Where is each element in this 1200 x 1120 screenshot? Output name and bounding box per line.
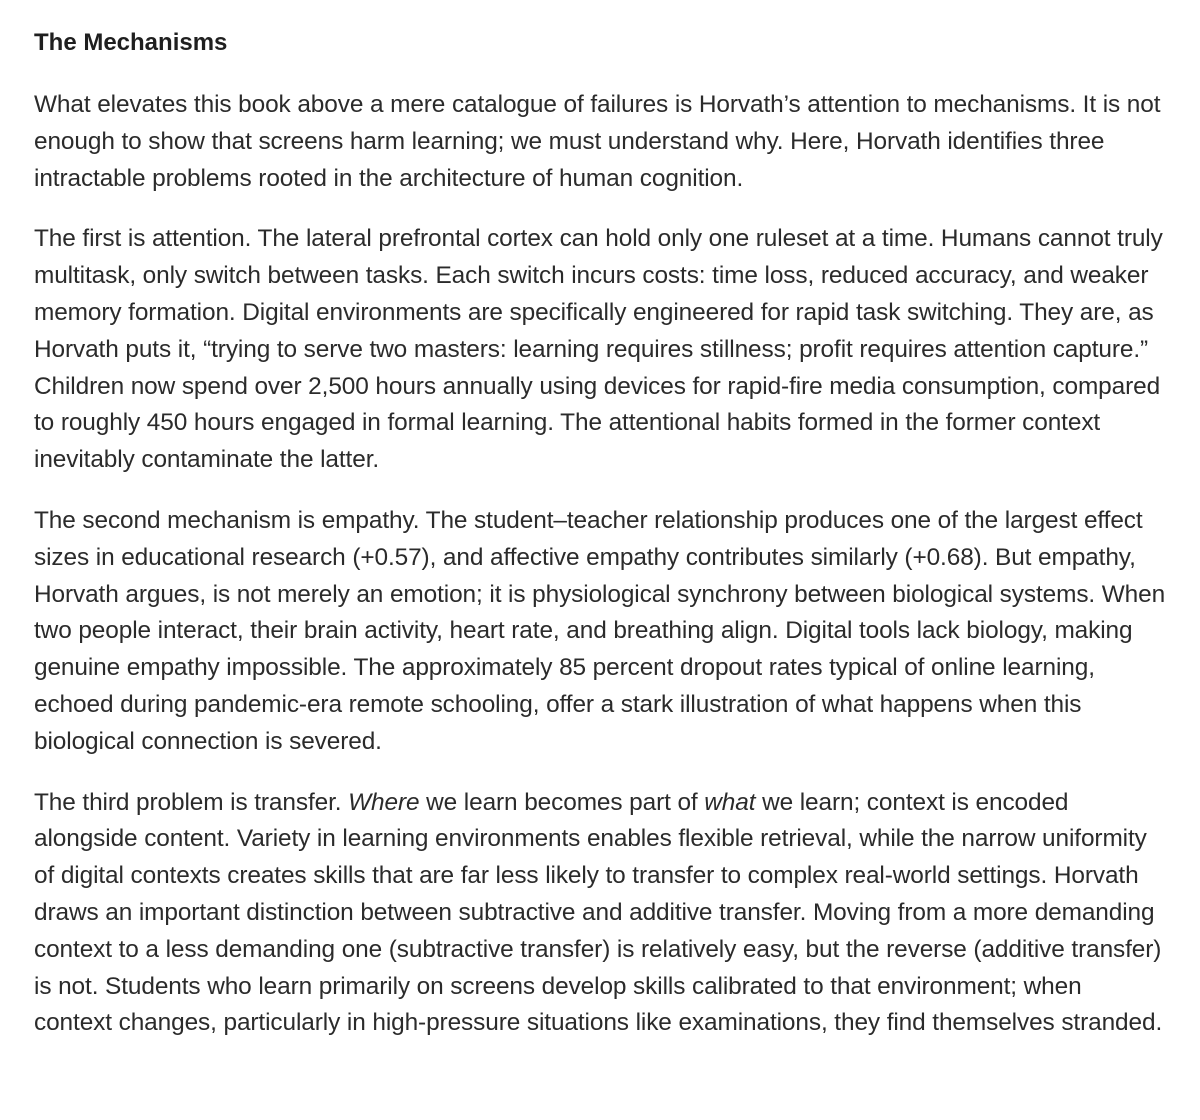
transfer-emphasis-where: Where: [348, 788, 420, 816]
paragraph-intro: What elevates this book above a mere catalogue of failures is Horvath’s attention to mechanisms. It is not enough to show that screens harm learning; we must understand why. Here, Horvath identifies three intractable problems rooted in the architecture of human cognition.: [34, 91, 1161, 192]
article-section: [34, 26, 1166, 1066]
transfer-emphasis-what: what: [704, 788, 756, 816]
transfer-text-part1: The third problem is transfer.: [34, 788, 349, 816]
paragraph-transfer: [34, 785, 1166, 1043]
section-heading: The Mechanisms: [34, 29, 228, 56]
transfer-text-part3: we learn; context is encoded alongside content. Variety in learning environments enables flexible retrieval, while the narrow uniformity of digital contexts creates skills that are far less likely to transfer to complex real-world settings. Horvath draws an important distinction between subtractive and additive transfer. Moving from a more demanding context to a less demanding one (subtractive transfer) is relatively easy, but the reverse (additive transfer) is not. Students who learn primarily on screens develop skills calibrated to that environment; when context changes, particularly in high-pressure situations like examinations, they find themselves stranded.: [34, 788, 1163, 1037]
transfer-text-part2: we learn becomes part of: [419, 788, 705, 816]
paragraph-attention: The first is attention. The lateral prefrontal cortex can hold only one ruleset at a time. Humans cannot truly multitask, only switch between tasks. Each switch incurs costs: time loss, reduced accuracy, and weaker memory formation. Digital environments are specifically engineered for rapid task switching. They are, as Horvath puts it, “trying to serve two masters: learning requires stillness; profit requires attention capture.” Children now spend over 2,500 hours annually using devices for rapid-fire media consumption, compared to roughly 450 hours engaged in formal learning. The attentional habits formed in the former context inevitably contaminate the latter.: [34, 225, 1163, 474]
paragraph-empathy: The second mechanism is empathy. The student–teacher relationship produces one of the largest effect sizes in educational research (+0.57), and affective empathy contributes similarly (+0.68). But empathy, Horvath argues, is not merely an emotion; it is physiological synchrony between biological systems. When two people interact, their brain activity, heart rate, and breathing align. Digital tools lack biology, making genuine empathy impossible. The approximately 85 percent dropout rates typical of online learning, echoed during pandemic-era remote schooling, offer a stark illustration of what happens when this biological connection is severed.: [34, 506, 1166, 755]
